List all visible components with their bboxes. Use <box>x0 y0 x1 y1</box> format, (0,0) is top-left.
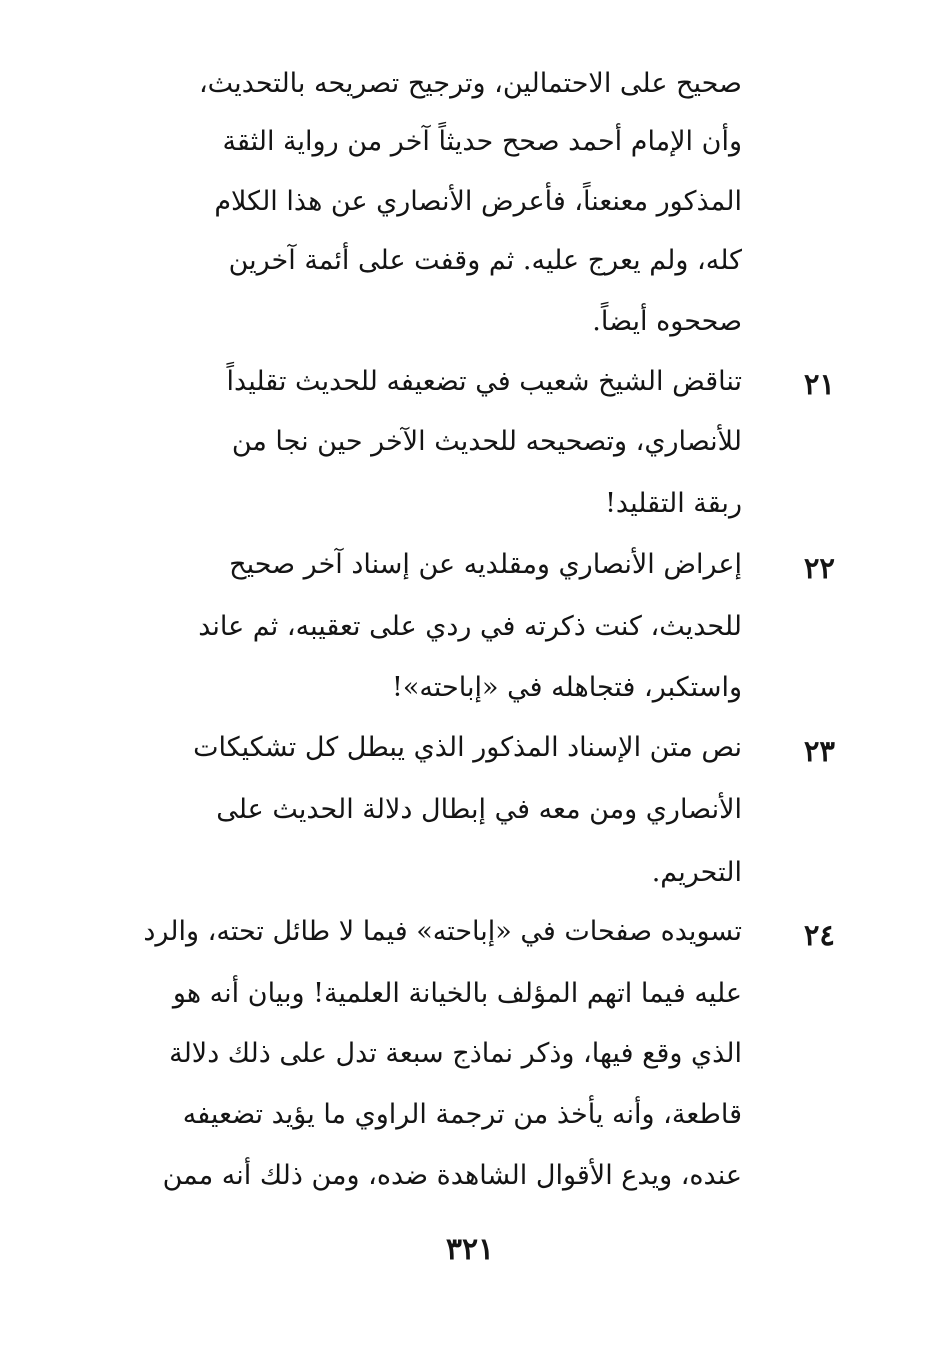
text-line: وأن الإمام أحمد صحح حديثاً آخر من رواية الثقة <box>222 126 742 157</box>
text-line: قاطعة، وأنه يأخذ من ترجمة الراوي ما يؤيد تضعيفه <box>182 1099 742 1130</box>
text-line: عنده، ويدع الأقوال الشاهدة ضده، ومن ذلك أنه ممن <box>162 1160 742 1191</box>
text-line: ربقة التقليد! <box>605 488 742 519</box>
text-line: تناقض الشيخ شعيب في تضعيفه للحديث تقليداً <box>226 366 742 397</box>
text-line: واستكبر، فتجاهله في «إباحته»! <box>392 672 742 703</box>
item-number: ٢٤ <box>803 918 835 952</box>
text-line: عليه فيما اتهم المؤلف بالخيانة العلمية! وبيان أنه هو <box>172 978 742 1009</box>
text-line: للحديث، كنت ذكرته في ردي على تعقيبه، ثم عاند <box>198 611 742 642</box>
text-line: صححوه أيضاً. <box>592 306 742 337</box>
text-line: صحيح على الاحتمالين، وترجيح تصريحه بالتحديث، <box>198 68 742 99</box>
text-line: للأنصاري، وتصحيحه للحديث الآخر حين نجا من <box>231 426 742 457</box>
text-line: نص متن الإسناد المذكور الذي يبطل كل تشكيكات <box>193 732 742 763</box>
text-line: الذي وقع فيها، وذكر نماذج سبعة تدل على ذلك دلالة <box>169 1038 742 1069</box>
text-line: المذكور معنعناً، فأعرض الأنصاري عن هذا الكلام <box>214 186 742 217</box>
item-number: ٢٢ <box>803 551 835 585</box>
text-line: الأنصاري ومن معه في إبطال دلالة الحديث على <box>216 794 742 825</box>
list-item <box>136 0 742 1200</box>
text-line: كله، ولم يعرج عليه. ثم وقفت على أئمة آخرين <box>228 245 742 276</box>
text-line: التحريم. <box>651 857 742 888</box>
text-line: إعراض الأنصاري ومقلديه عن إسناد آخر صحيح <box>229 549 742 580</box>
text-line: تسويده صفحات في «إباحته» فيما لا طائل تحته، والرد <box>143 916 742 947</box>
item-number: ٢١ <box>803 367 835 401</box>
page-number: ٣٢١ <box>445 1232 495 1267</box>
item-number: ٢٣ <box>803 734 835 768</box>
